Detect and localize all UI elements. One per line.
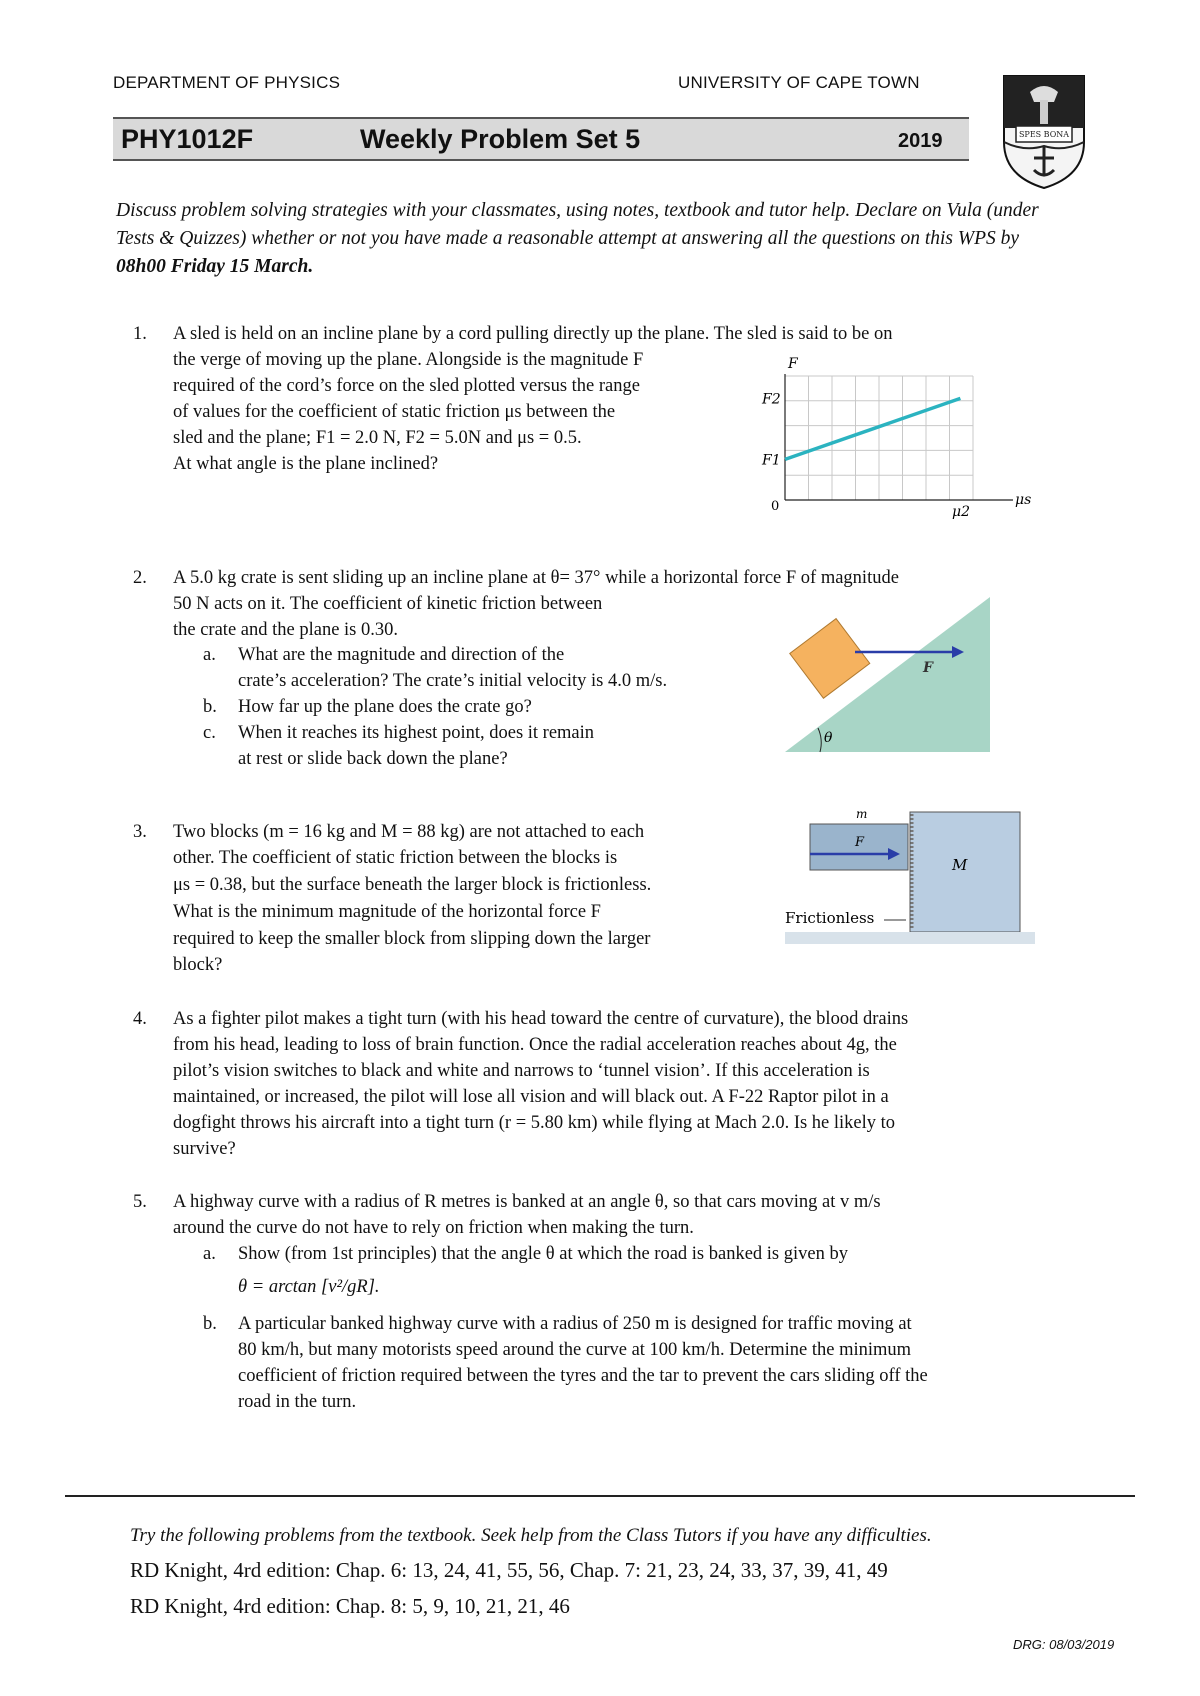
university-crest-logo <box>1000 72 1088 190</box>
svg-text:SPES BONA: SPES BONA <box>1018 130 1070 139</box>
intro-paragraph <box>116 197 1046 281</box>
textbook-reference: RD Knight, 4rd edition: Chap. 8: 5, 9, 10, 21, 21, 46 <box>130 1594 570 1618</box>
part-label: a. <box>203 1244 216 1264</box>
banking-formula: θ = arctan [v²/gR]. <box>238 1277 380 1297</box>
q2a-line-2: crate’s acceleration? The crate’s initial velocity is 4.0 m/s. <box>238 671 668 691</box>
part-label: b. <box>203 697 217 717</box>
intro-text: Discuss problem solving strategies with your classmates, using notes, textbook and tutor help. Declare on Vula (under Tests & Quizzes) whether or not you have made a reasonable attempt at answering all the questions on this WPS by <box>116 200 1039 249</box>
part-label: c. <box>203 723 216 743</box>
force-label: F <box>923 660 933 676</box>
deadline-text: 08h00 Friday 15 March. <box>116 256 314 277</box>
q3-line-4: What is the minimum magnitude of the horizontal force F <box>173 902 601 922</box>
x-tick-label: 0 <box>771 499 780 514</box>
q3-line-2: other. The coefficient of static friction between the blocks is <box>173 848 618 868</box>
question-number: 2. <box>133 568 147 588</box>
question-number: 1. <box>133 324 147 344</box>
q1-line-6: At what angle is the plane inclined? <box>173 454 439 474</box>
q5-line-2: around the curve do not have to rely on friction when making the turn. <box>173 1218 694 1238</box>
q3-line-3: μs = 0.38, but the surface beneath the larger block is frictionless. <box>173 875 652 895</box>
y-axis-label: F <box>788 356 798 372</box>
q2-line-3: the crate and the plane is 0.30. <box>173 620 398 640</box>
q1-line-5: sled and the plane; F1 = 2.0 N, F2 = 5.0N and μs = 0.5. <box>173 428 582 448</box>
year-label: 2019 <box>898 130 943 152</box>
department-label: DEPARTMENT OF PHYSICS <box>113 73 341 92</box>
q5b-line-3: coefficient of friction required between the tyres and the tar to prevent the cars sliding off the <box>238 1366 928 1386</box>
force-label: F <box>855 835 865 850</box>
q2-line-1: A 5.0 kg crate is sent sliding up an incline plane at θ= 37° while a horizontal force F of magnitude <box>173 568 899 588</box>
q1-line-4: of values for the coefficient of static friction μs between the <box>173 402 616 422</box>
q4-line-1: As a fighter pilot makes a tight turn (with his head toward the centre of curvature), the blood drains <box>173 1009 909 1029</box>
q5a-line-1: Show (from 1st principles) that the angle θ at which the road is banked is given by <box>238 1244 848 1264</box>
question-number: 4. <box>133 1009 147 1029</box>
revision-stamp: DRG: 08/03/2019 <box>1013 1637 1115 1652</box>
footer-divider <box>65 1495 1135 1497</box>
q1-line-3: required of the cord’s force on the sled plotted versus the range <box>173 376 640 396</box>
q2b-line-1: How far up the plane does the crate go? <box>238 697 532 717</box>
force-vs-friction-chart <box>755 352 1055 527</box>
q5b-line-4: road in the turn. <box>238 1392 357 1412</box>
part-label: b. <box>203 1314 217 1334</box>
x-tick-label: μ2 <box>952 504 971 520</box>
angle-label: θ <box>824 730 833 746</box>
textbook-instruction: Try the following problems from the textbook. Seek help from the Class Tutors if you have any difficulties. <box>130 1525 932 1546</box>
page-title: Weekly Problem Set 5 <box>360 124 641 154</box>
q2a-line-1: What are the magnitude and direction of the <box>238 645 565 665</box>
q5b-line-2: 80 km/h, but many motorists speed around the curve at 100 km/h. Determine the minimum <box>238 1340 912 1360</box>
q2c-line-1: When it reaches its highest point, does it remain <box>238 723 595 743</box>
q3-line-6: block? <box>173 955 223 975</box>
q4-line-5: dogfight throws his aircraft into a tight turn (r = 5.80 km) while flying at Mach 2.0. Is he likely to <box>173 1113 896 1133</box>
q3-line-5: required to keep the smaller block from slipping down the larger <box>173 929 651 949</box>
q2-line-2: 50 N acts on it. The coefficient of kinetic friction between <box>173 594 603 614</box>
chart-grid <box>785 376 973 500</box>
y-tick-label: F2 <box>762 391 781 408</box>
y-tick-label: F1 <box>762 452 781 469</box>
course-code: PHY1012F <box>121 124 254 154</box>
q4-line-4: maintained, or increased, the pilot will lose all vision and will black out. A F-22 Raptor pilot in a <box>173 1087 889 1107</box>
question-number: 5. <box>133 1192 147 1212</box>
q4-line-2: from his head, leading to loss of brain function. Once the radial acceleration reaches about 4g, the <box>173 1035 897 1055</box>
frictionless-label: Frictionless <box>785 909 875 927</box>
small-mass-label: m <box>856 807 868 821</box>
q1-line-2: the verge of moving up the plane. Alongside is the magnitude F <box>173 350 644 370</box>
q4-line-6: survive? <box>173 1139 236 1159</box>
q2c-line-2: at rest or slide back down the plane? <box>238 749 508 769</box>
university-label: UNIVERSITY OF CAPE TOWN <box>678 73 920 92</box>
crate <box>790 619 870 699</box>
frictionless-surface <box>785 932 1035 944</box>
large-mass-label: M <box>952 856 968 874</box>
incline-crate-figure <box>780 592 995 762</box>
question-number: 3. <box>133 822 147 842</box>
q5-line-1: A highway curve with a radius of R metres is banked at an angle θ, so that cars moving at v m/s <box>173 1192 881 1212</box>
q5b-line-1: A particular banked highway curve with a radius of 250 m is designed for traffic moving at <box>238 1314 912 1334</box>
q4-line-3: pilot’s vision switches to black and white and narrows to ‘tunnel vision’. If this acceleration is <box>173 1061 870 1081</box>
x-axis-label: μs <box>1015 492 1032 508</box>
part-label: a. <box>203 645 216 665</box>
q3-line-1: Two blocks (m = 16 kg and M = 88 kg) are not attached to each <box>173 822 645 842</box>
two-blocks-figure <box>780 806 1040 946</box>
textbook-reference: RD Knight, 4rd edition: Chap. 6: 13, 24, 41, 55, 56, Chap. 7: 21, 23, 24, 33, 37, 39, 41, 49 <box>130 1558 888 1582</box>
q1-line-1: A sled is held on an incline plane by a cord pulling directly up the plane. The sled is said to be on <box>173 324 893 344</box>
